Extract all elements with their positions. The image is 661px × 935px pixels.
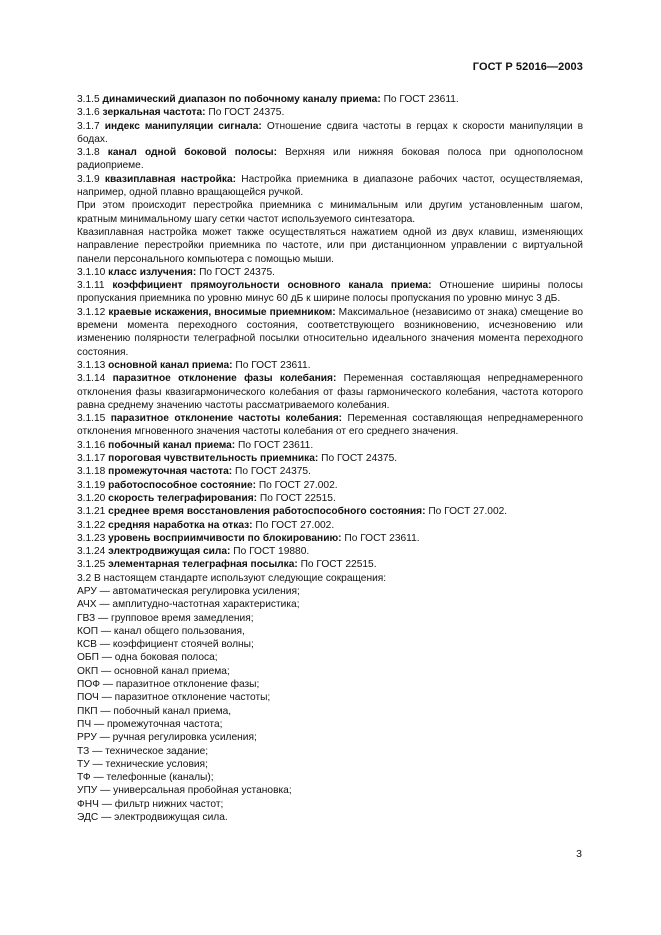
term: уровень восприимчивости по блокированию: [108, 532, 342, 544]
section-number: 3.1.20 [77, 492, 106, 504]
term-definition [77, 558, 583, 571]
section-number: 3.1.21 [77, 506, 106, 518]
definition-text: Отношение сдвига частоты в герцах к скорости манипуляции в бодах. [77, 120, 583, 145]
term: паразитное отклонение фазы колебания: [112, 373, 337, 385]
definition-text: В настоящем стандарте используют следующие сокращения: [94, 572, 387, 584]
paragraph [77, 226, 583, 266]
section-number: 3.1.13 [77, 359, 106, 371]
definition-text: По ГОСТ 22515. [297, 559, 377, 571]
abbreviation-item: ПОФ — паразитное отклонение фазы; [77, 679, 260, 691]
definition-text: По ГОСТ 23611. [232, 359, 311, 371]
section-number: 3.1.19 [77, 479, 106, 491]
term: скорость телеграфирования: [108, 492, 258, 504]
definition-text: По ГОСТ 24375. [232, 466, 311, 478]
section-number: 3.1.22 [77, 519, 106, 531]
term-definition [77, 146, 583, 173]
term-definition [77, 479, 583, 492]
definition-text: При этом происходит перестройка приемника с минимальным или другим установленным шагом, кратным минимальному шагу сетки частот используемого синтезатора. [77, 200, 583, 225]
definition-text: По ГОСТ 24375. [196, 266, 275, 278]
definition-text: Максимальное (независимо от знака) смещение во времени момента переходного состояния, соответствующего возникновению, исчезновению или изменению полярности телеграфной посылки относительно идеального значения момента переходного состояния. [77, 306, 583, 358]
term-definition [77, 505, 583, 518]
document-header: ГОСТ Р 52016—2003 [472, 61, 583, 73]
term-definition [77, 306, 583, 359]
section-number: 3.1.14 [77, 373, 106, 385]
definition-text: По ГОСТ 27.002. [256, 479, 338, 491]
term-definition [77, 359, 583, 372]
term: канал одной боковой полосы: [107, 147, 278, 159]
term: зеркальная частота: [102, 107, 206, 119]
section-number: 3.1.5 [77, 94, 100, 105]
definition-text: По ГОСТ 23611. [341, 532, 420, 544]
abbreviation-item: АРУ — автоматическая регулировка усиления; [77, 585, 300, 597]
term: краевые искажения, вносимые приемником: [108, 306, 336, 318]
section-number: 3.1.16 [77, 439, 106, 451]
definition-text: Верхняя или нижняя боковая полоса при однополосном радиоприеме. [77, 147, 583, 172]
abbreviation-item: ТФ — телефонные (каналы); [77, 772, 214, 784]
term: класс излучения: [108, 266, 197, 278]
term-definition [77, 439, 583, 452]
section-number: 3.1.18 [77, 466, 106, 478]
term-definition [77, 519, 583, 532]
abbreviation-item: КОП — канал общего пользования, [77, 625, 245, 637]
terms-section [77, 93, 583, 585]
abbreviation-item: ПЧ — промежуточная частота; [77, 718, 223, 730]
abbreviation-list [77, 585, 583, 824]
definition-text: По ГОСТ 22515. [257, 492, 336, 504]
term: среднее время восстановления работоспособного состояния: [108, 506, 426, 518]
section-number: 3.1.12 [77, 306, 106, 318]
term: побочный канал приема: [108, 439, 236, 451]
term-definition [77, 372, 583, 412]
term: промежуточная частота: [108, 466, 233, 478]
abbreviation-item: ОБП — одна боковая полоса; [77, 652, 218, 664]
abbreviation-item: РРУ — ручная регулировка усиления; [77, 732, 257, 744]
term: квазиплавная настройка: [104, 173, 237, 185]
abbreviation-item: УПУ — универсальная пробойная установка; [77, 785, 292, 797]
definition-text: По ГОСТ 24375. [205, 107, 285, 119]
definition-text: Отношение ширины полосы пропускания приемника по уровню минус 60 дБ к ширине полосы пропускания по уровню минус 3 дБ. [77, 280, 583, 305]
paragraph [77, 199, 583, 226]
term-definition [77, 93, 583, 106]
term: электродвижущая сила: [108, 546, 231, 558]
abbreviation-item: ОКП — основной канал приема; [77, 665, 230, 677]
abbreviation-item: ГВЗ — групповое время замедления; [77, 612, 254, 624]
abbreviation-item: ТЗ — техническое задание; [77, 745, 209, 757]
definition-text: По ГОСТ 23611. [235, 439, 314, 451]
term: работоспособное состояние: [108, 479, 257, 491]
section-number: 3.1.6 [77, 107, 100, 119]
term: коэффициент прямоугольности основного канала приема: [112, 280, 432, 292]
term-definition [77, 492, 583, 505]
term-definition [77, 465, 583, 478]
abbreviation-item: ТУ — технические условия; [77, 758, 208, 770]
term-definition [77, 572, 583, 585]
term-definition [77, 279, 583, 306]
definition-text: Переменная составляющая непреднамеренного отклонения фазы квазигармонического колебания от фазы гармонического колебания, частота которого равна среднему значению частоты рассматриваемого колебания. [77, 373, 583, 411]
section-number: 3.1.24 [77, 546, 106, 558]
section-number: 3.2 [77, 572, 92, 584]
term: основной канал приема: [108, 359, 233, 371]
section-number: 3.1.9 [77, 173, 100, 185]
document-body [77, 93, 583, 824]
abbreviation-item: ФНЧ — фильтр нижних частот; [77, 798, 224, 810]
definition-text: Квазиплавная настройка может также осуществляться нажатием одной из двух клавиш, изменяющих направление перестройки приемника по частоте, или при дистанционном управлении с виртуальной панели персонального компьютера с помощью мыши. [77, 226, 583, 265]
definition-text: Настройка приемника в диапазоне рабочих частот, осуществляемая, например, одной плавно вращающейся ручкой. [77, 173, 583, 199]
term: индекс манипуляции сигнала: [104, 120, 262, 132]
term: средняя наработка на отказ: [108, 519, 253, 531]
page-number: 3 [576, 848, 582, 860]
abbreviation-item: ЭДС — электродвижущая сила. [77, 812, 228, 824]
definition-text: По ГОСТ 24375. [318, 453, 398, 465]
term-definition [77, 545, 583, 558]
term: элементарная телеграфная посылка: [108, 559, 298, 571]
term: пороговая чувствительность приемника: [108, 453, 319, 465]
section-number: 3.1.10 [77, 266, 106, 278]
section-number: 3.1.15 [77, 413, 106, 425]
abbreviation-item: ПКП — побочный канал приема, [77, 705, 232, 717]
term-definition [77, 266, 583, 279]
term-definition [77, 106, 583, 119]
section-number: 3.1.7 [77, 120, 100, 132]
section-number: 3.1.23 [77, 532, 106, 544]
definition-text: По ГОСТ 23611. [380, 94, 459, 105]
abbreviation-item: КСВ — коэффициент стоячей волны; [77, 639, 254, 651]
term: динамический диапазон по побочному каналу приема: [102, 94, 381, 105]
abbreviation-item: ПОЧ — паразитное отклонение частоты; [77, 692, 271, 704]
section-number: 3.1.11 [77, 280, 105, 292]
term-definition [77, 120, 583, 147]
definition-text: Переменная составляющая непреднамеренного отклонения мгновенного значения частоты колебания от его среднего значения. [77, 413, 583, 438]
section-number: 3.1.17 [77, 453, 106, 465]
abbreviation-item: АЧХ — амплитудно-частотная характеристика; [77, 599, 300, 611]
term-definition [77, 412, 583, 439]
term-definition [77, 173, 583, 200]
section-number: 3.1.8 [77, 147, 100, 159]
term-definition [77, 452, 583, 465]
section-number: 3.1.25 [77, 559, 106, 571]
definition-text: По ГОСТ 27.002. [252, 519, 335, 531]
definition-text: По ГОСТ 19880. [230, 546, 310, 558]
term: паразитное отклонение частоты колебания: [110, 413, 343, 425]
term-definition [77, 532, 583, 545]
definition-text: По ГОСТ 27.002. [425, 506, 508, 518]
